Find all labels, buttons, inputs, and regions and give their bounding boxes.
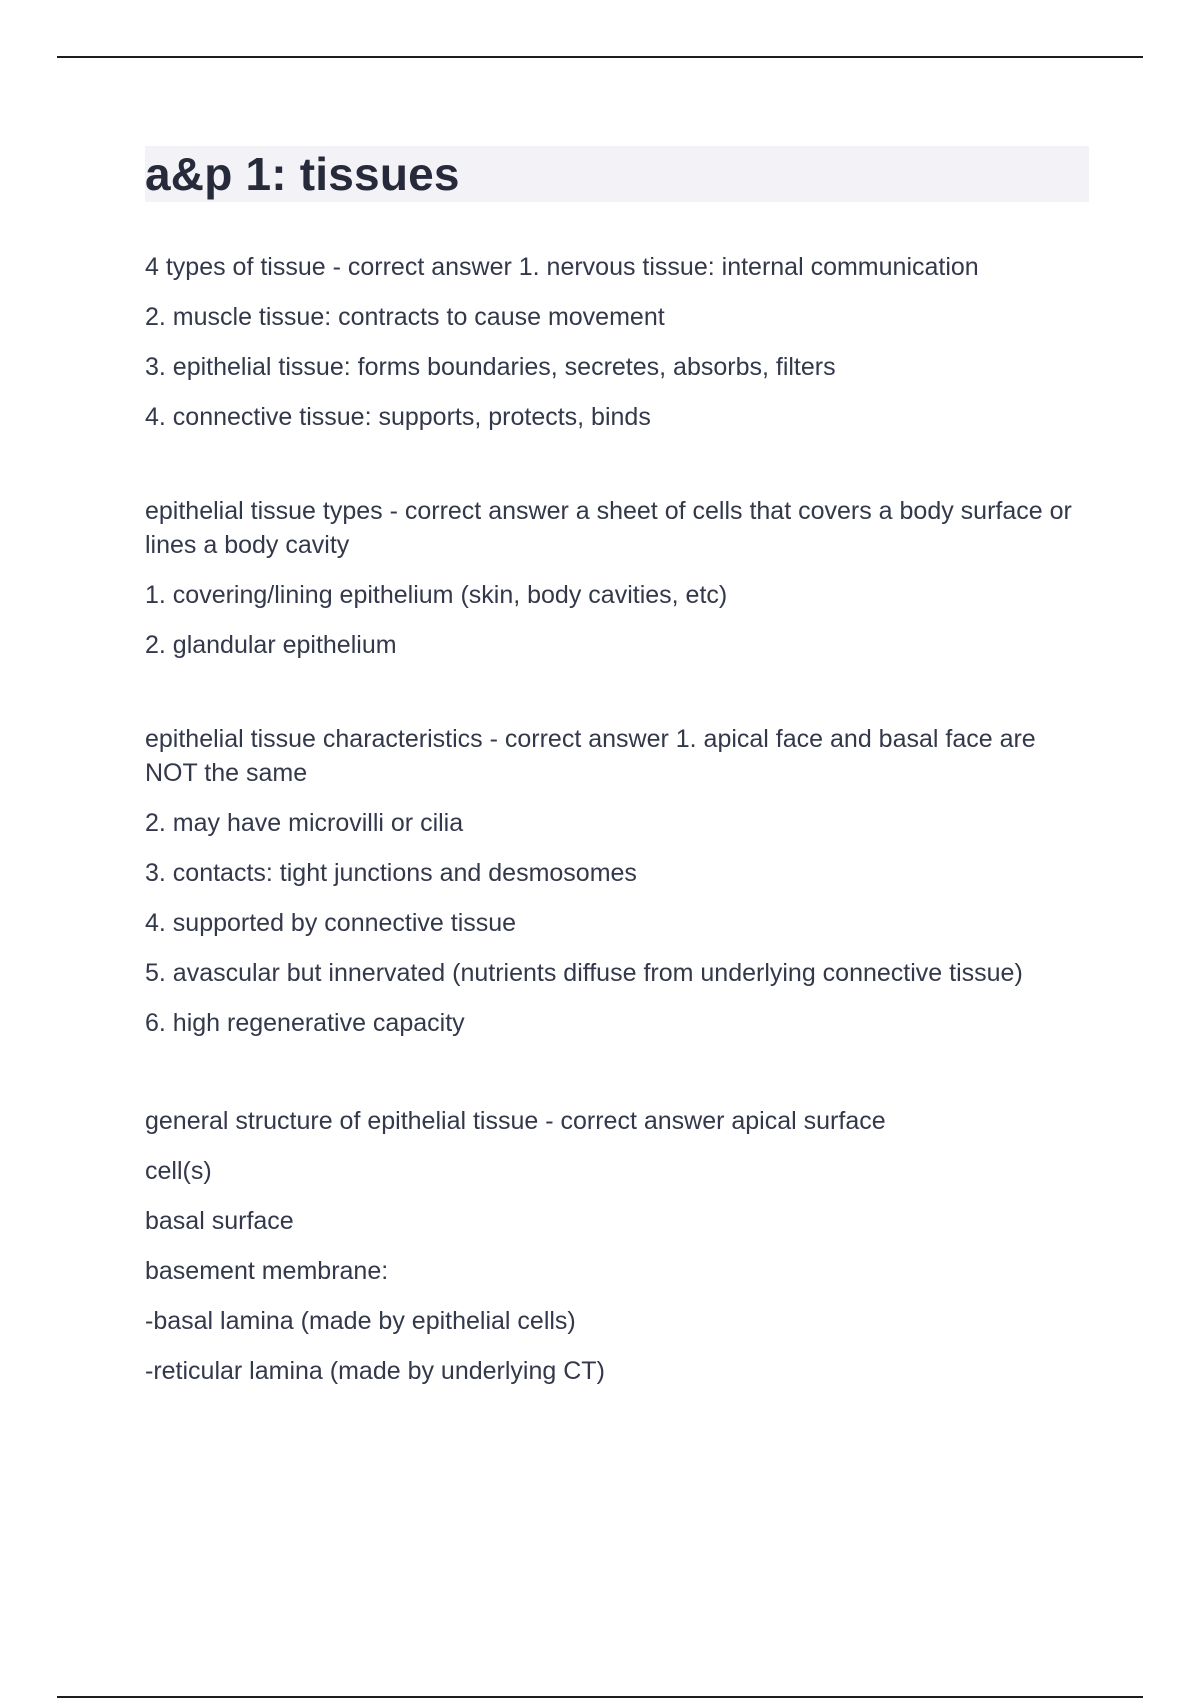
bottom-rule xyxy=(57,1696,1143,1698)
card-line: -basal lamina (made by epithelial cells) xyxy=(145,1307,576,1335)
flashcard-epithelial-types xyxy=(145,494,1089,662)
card-line: basal surface xyxy=(145,1207,294,1235)
card-line: 4. supported by connective tissue xyxy=(145,909,517,937)
flashcard-epithelial-structure xyxy=(145,1104,1089,1388)
flashcard-epithelial-characteristics xyxy=(145,722,1089,1040)
card-line: 2. may have microvilli or cilia xyxy=(145,809,464,837)
card-line: 1. covering/lining epithelium (skin, body cavities, etc) xyxy=(145,581,728,609)
flashcard-types-of-tissue xyxy=(145,250,1089,434)
card-line: epithelial tissue types - correct answer a sheet of cells that covers a body surface or lines a body cavity xyxy=(145,497,1072,559)
document-body xyxy=(145,146,1089,1388)
card-line: 4. connective tissue: supports, protects, binds xyxy=(145,403,651,431)
card-line: general structure of epithelial tissue - correct answer apical surface xyxy=(145,1107,886,1135)
top-rule xyxy=(57,56,1143,58)
card-line: epithelial tissue characteristics - correct answer 1. apical face and basal face are NOT the same xyxy=(145,725,1036,787)
card-line: 3. contacts: tight junctions and desmosomes xyxy=(145,859,637,887)
card-line: 4 types of tissue - correct answer 1. nervous tissue: internal communication xyxy=(145,253,979,281)
card-line: cell(s) xyxy=(145,1157,212,1185)
card-line: 2. glandular epithelium xyxy=(145,631,397,659)
page-title: a&p 1: tissues xyxy=(145,148,460,200)
card-line: 6. high regenerative capacity xyxy=(145,1009,465,1037)
title-bar xyxy=(145,146,1089,202)
card-line: 3. epithelial tissue: forms boundaries, secretes, absorbs, filters xyxy=(145,353,836,381)
card-line: 2. muscle tissue: contracts to cause movement xyxy=(145,303,665,331)
card-line: -reticular lamina (made by underlying CT) xyxy=(145,1357,605,1385)
card-line: 5. avascular but innervated (nutrients diffuse from underlying connective tissue) xyxy=(145,959,1023,987)
card-line: basement membrane: xyxy=(145,1257,389,1285)
